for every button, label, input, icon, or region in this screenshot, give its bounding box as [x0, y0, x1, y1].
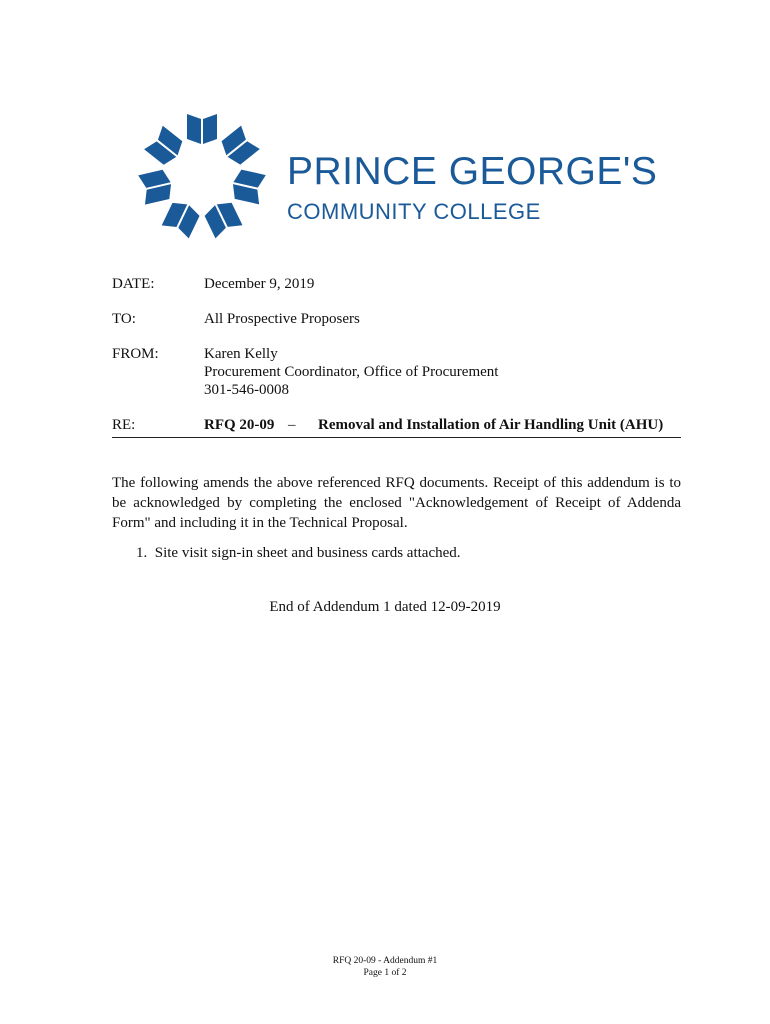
- page-footer: [0, 955, 770, 979]
- re-rfq-number: RFQ 20-09: [204, 417, 275, 433]
- end-of-addendum: End of Addendum 1 dated 12-09-2019: [269, 599, 501, 615]
- from-label: FROM:: [112, 346, 159, 362]
- footer-document-id: RFQ 20-09 - Addendum #1: [332, 956, 438, 966]
- to-value: All Prospective Proposers: [204, 311, 360, 327]
- to-label: TO:: [112, 311, 136, 327]
- date-value: December 9, 2019: [204, 276, 315, 292]
- date-label: DATE:: [112, 276, 155, 292]
- from-phone: 301-546-0008: [204, 382, 289, 398]
- list-item-number: 1.: [136, 545, 148, 561]
- body-paragraph: The following amends the above referenced RFQ documents. Receipt of this addendum is to be acknowledged by completing the enclosed "Acknowledgement of Receipt of Addenda Form" and including it in the Technical Proposal.: [112, 475, 681, 531]
- footer-page-number: Page 1 of 2: [363, 968, 407, 978]
- list-item-text: Site visit sign-in sheet and business cards attached.: [154, 545, 461, 561]
- re-dash: –: [288, 417, 296, 433]
- re-underline: [112, 437, 681, 438]
- re-label: RE:: [112, 417, 136, 433]
- from-name: Karen Kelly: [204, 346, 278, 362]
- college-logo: [124, 106, 658, 246]
- re-subject: Removal and Installation of Air Handling Unit (AHU): [318, 417, 664, 433]
- list-item: [136, 544, 461, 562]
- from-title: Procurement Coordinator, Office of Procurement: [204, 364, 499, 380]
- logo-college-name: PRINCE GEORGE'S: [287, 150, 658, 193]
- open-books-star-icon: [124, 106, 274, 246]
- logo-college-subtitle: COMMUNITY COLLEGE: [287, 199, 541, 224]
